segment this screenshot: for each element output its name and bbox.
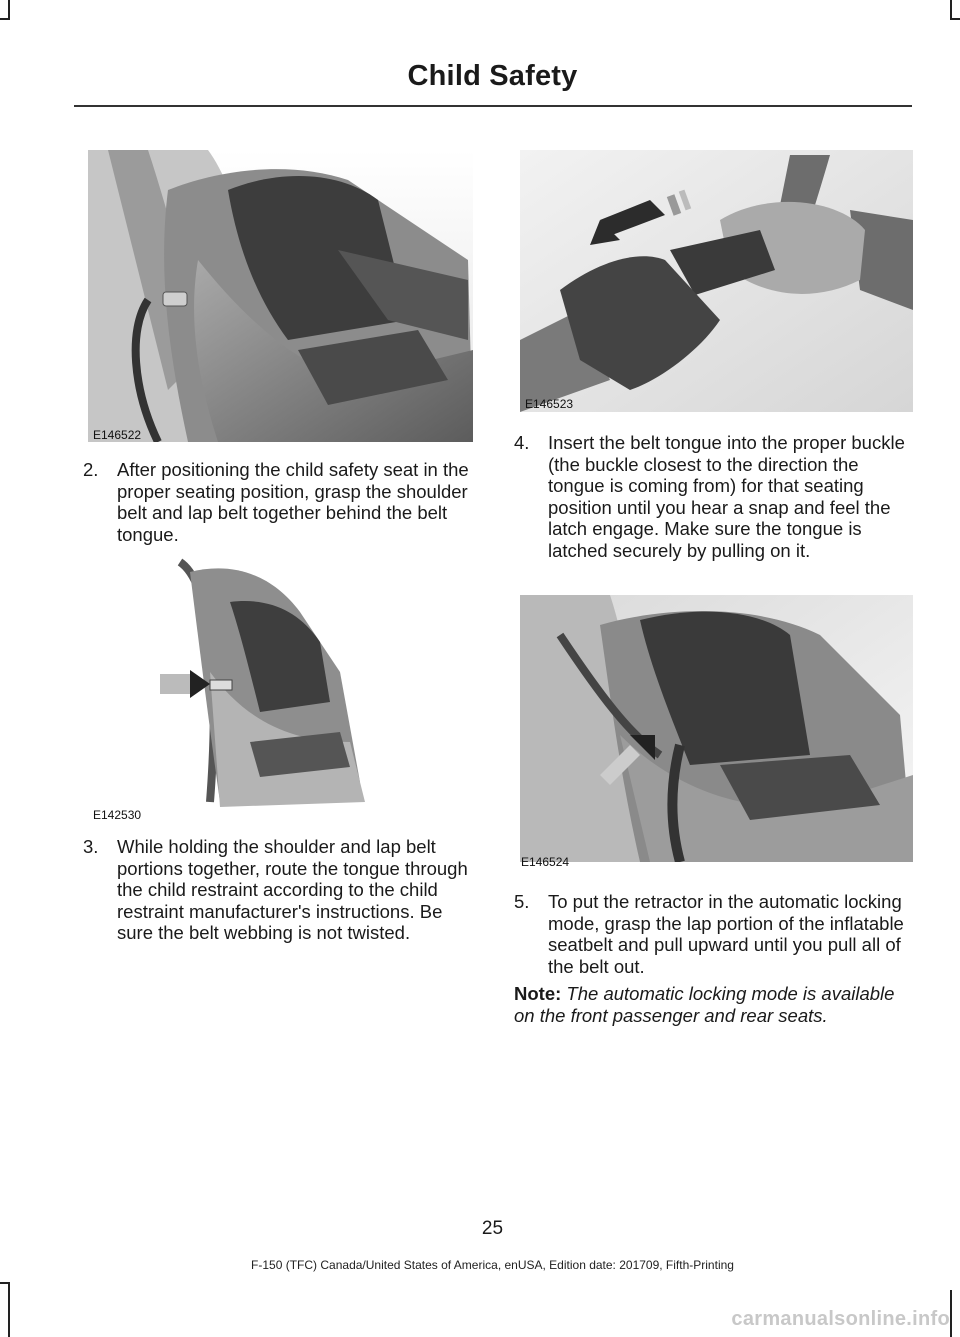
header-divider	[74, 105, 912, 107]
step-text: To put the retractor in the automatic locking mode, grasp the lap portion of the inflatable seatbelt and pull upward until you pull all of the belt out.	[548, 891, 904, 977]
step-5	[514, 891, 910, 977]
crop-mark	[0, 1282, 10, 1284]
latch-illustration	[520, 595, 913, 862]
child-seat-illustration	[88, 150, 473, 442]
figure-child-seat-belt	[88, 150, 473, 442]
step-number: 4.	[514, 432, 530, 453]
note-text: The automatic locking mode is available on the front passenger and rear seats.	[514, 983, 895, 1026]
crop-mark	[8, 1282, 10, 1337]
step-text: Insert the belt tongue into the proper buckle (the buckle closest to the direction the tongue is coming from) for that seating position until you hear a snap and feel the latch engage. Make sure the tongue is latched securely by pulling on it.	[548, 432, 905, 561]
crop-mark	[950, 18, 960, 20]
figure-code: E146522	[93, 428, 142, 442]
figure-belt-buckle	[520, 150, 913, 412]
step-text: After positioning the child safety seat in the proper seating position, grasp the shoulder belt and lap belt together behind the belt tongue.	[117, 459, 469, 545]
note-label: Note:	[514, 983, 562, 1004]
step-3	[83, 836, 478, 944]
step-2	[83, 459, 478, 545]
crop-mark	[950, 0, 952, 18]
note	[514, 983, 912, 1026]
step-number: 5.	[514, 891, 530, 912]
step-text: While holding the shoulder and lap belt portions together, route the tongue through the child restraint according to the child restraint manufacturer's instructions. Be sure the belt webbing is not twisted.	[117, 836, 468, 943]
figure-code: E146524	[521, 855, 570, 869]
route-belt-illustration	[150, 552, 380, 810]
page-title: Child Safety	[407, 60, 578, 92]
crop-mark	[8, 0, 10, 18]
crop-mark	[950, 1290, 952, 1337]
figure-code: E142530	[93, 808, 142, 822]
step-4	[514, 432, 910, 561]
buckle-illustration	[520, 150, 913, 412]
watermark: carmanualsonline.info	[731, 1308, 950, 1330]
figure-route-belt	[150, 552, 380, 810]
step-number: 2.	[83, 459, 99, 480]
crop-mark	[0, 18, 10, 20]
step-number: 3.	[83, 836, 99, 857]
figure-code: E146523	[525, 397, 574, 411]
figure-latch-buckle	[520, 595, 913, 862]
footer-edition: F-150 (TFC) Canada/United States of America, enUSA, Edition date: 201709, Fifth-Printing	[251, 1258, 734, 1272]
page-number: 25	[481, 1218, 504, 1239]
